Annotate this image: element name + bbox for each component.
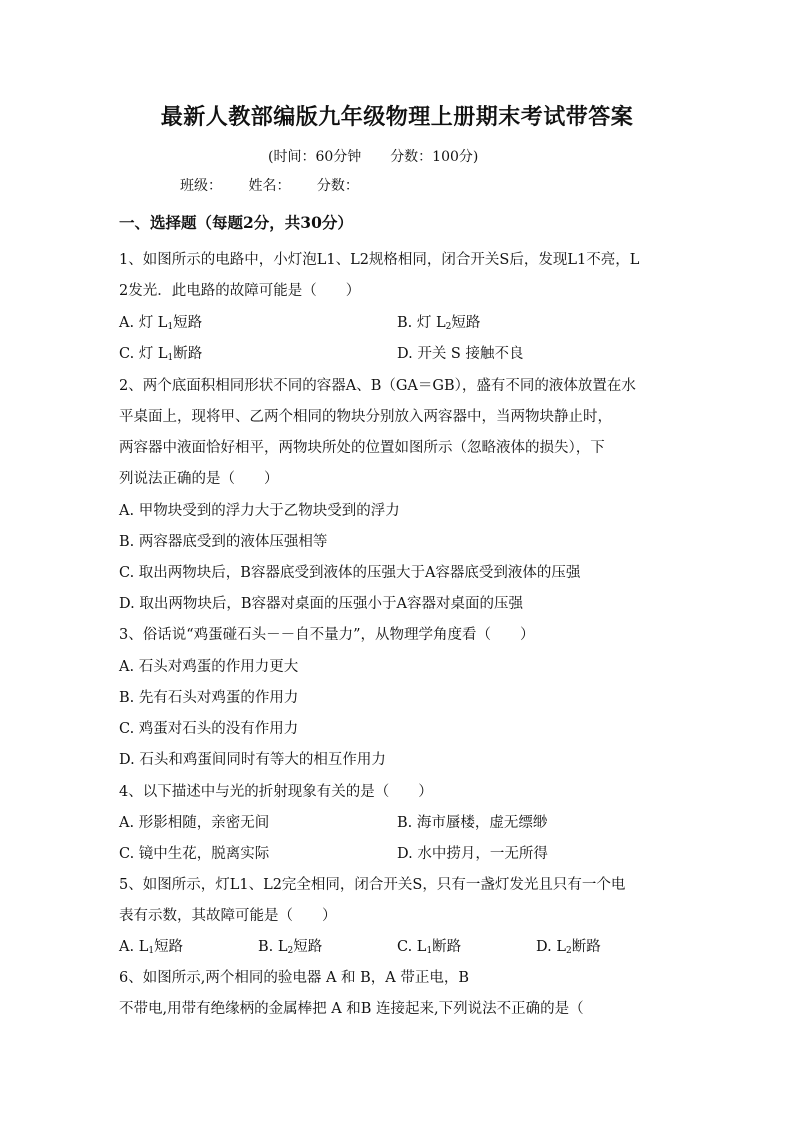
q3-option-a: A. 石头对鸡蛋的作用力更大 xyxy=(119,659,299,675)
q2-option-d: D. 取出两物块后，B容器对桌面的压强小于A容器对桌面的压强 xyxy=(119,596,523,612)
q1-option-c: C. 灯 $L_1$断路 xyxy=(119,346,203,363)
q1-option-d: D. 开关 S 接触不良 xyxy=(397,346,524,362)
question-2-line-2: 平桌面上，现将甲、乙两个相同的物块分别放入两容器中，当两物块静止时， xyxy=(119,409,612,425)
question-1-line-1: 1、如图所示的电路中，小灯泡L1、L2规格相同，闭合开关S后，发现L1不亮，L xyxy=(119,252,640,268)
question-2-line-3: 两容器中液面恰好相平，两物块所处的位置如图所示（忽略液体的损失），下 xyxy=(119,440,605,456)
q2-option-c: C. 取出两物块后，B容器底受到液体的压强大于A容器底受到液体的压强 xyxy=(119,565,581,581)
q5-option-d: D. $L_2$断路 xyxy=(536,939,601,956)
question-4-line-1: 4、以下描述中与光的折射现象有关的是（ ） xyxy=(119,784,433,800)
time-info: (时间：60分钟 xyxy=(268,149,362,165)
section-heading: 一、选择题（每题2分，共30分） xyxy=(119,213,353,232)
q3-option-c: C. 鸡蛋对石头的没有作用力 xyxy=(119,721,299,737)
q2-option-b: B. 两容器底受到的液体压强相等 xyxy=(119,534,328,550)
question-3-line-1: 3、俗话说“鸡蛋碰石头－－自不量力”，从物理学角度看（ ） xyxy=(119,627,535,643)
question-1-line-2: 2发光．此电路的故障可能是（ ） xyxy=(119,283,361,299)
question-2-line-1: 2、两个底面积相同形状不同的容器A、B（GA＝GB），盛有不同的液体放置在水 xyxy=(119,378,636,394)
q4-option-c: C. 镜中生花，脱离实际 xyxy=(119,846,270,862)
student-info xyxy=(180,175,381,195)
q5-option-c: C. $L_1$断路 xyxy=(397,939,462,956)
score-label: 分数： xyxy=(316,178,359,194)
q2-option-a: A. 甲物块受到的浮力大于乙物块受到的浮力 xyxy=(119,503,400,519)
score-info: 分数：100分) xyxy=(390,149,479,165)
question-6-line-2: 不带电,用带有绝缘柄的金属棒把 A 和B 连接起来,下列说法不正确的是（ xyxy=(119,1001,584,1017)
question-2-line-4: 列说法正确的是（ ） xyxy=(119,471,279,487)
question-6-line-1: 6、如图所示,两个相同的验电器 A 和 B，A 带正电，B xyxy=(119,970,470,986)
q5-option-a: A. $L_1$短路 xyxy=(119,939,184,956)
q1-option-b: B. 灯 $L_2$短路 xyxy=(397,315,481,332)
exam-time-score xyxy=(268,146,478,166)
q4-option-d: D. 水中捞月，一无所得 xyxy=(397,846,548,862)
question-5-line-1: 5、如图所示，灯L1、L2完全相同，闭合开关S，只有一盏灯发光且只有一个电 xyxy=(119,877,626,893)
q5-option-b: B. $L_2$短路 xyxy=(258,939,323,956)
exam-title: 最新人教部编版九年级物理上册期末考试带答案 xyxy=(160,104,634,130)
q1-option-a: A. 灯 $L_1$短路 xyxy=(119,315,203,332)
class-label: 班级： xyxy=(180,178,222,194)
name-label: 姓名： xyxy=(248,178,291,194)
q4-option-b: B. 海市蜃楼，虚无缥缈 xyxy=(397,815,548,831)
q3-option-b: B. 先有石头对鸡蛋的作用力 xyxy=(119,690,299,706)
q3-option-d: D. 石头和鸡蛋间同时有等大的相互作用力 xyxy=(119,752,386,768)
q4-option-a: A. 形影相随，亲密无间 xyxy=(119,815,270,831)
question-5-line-2: 表有示数，其故障可能是（ ） xyxy=(119,908,337,924)
